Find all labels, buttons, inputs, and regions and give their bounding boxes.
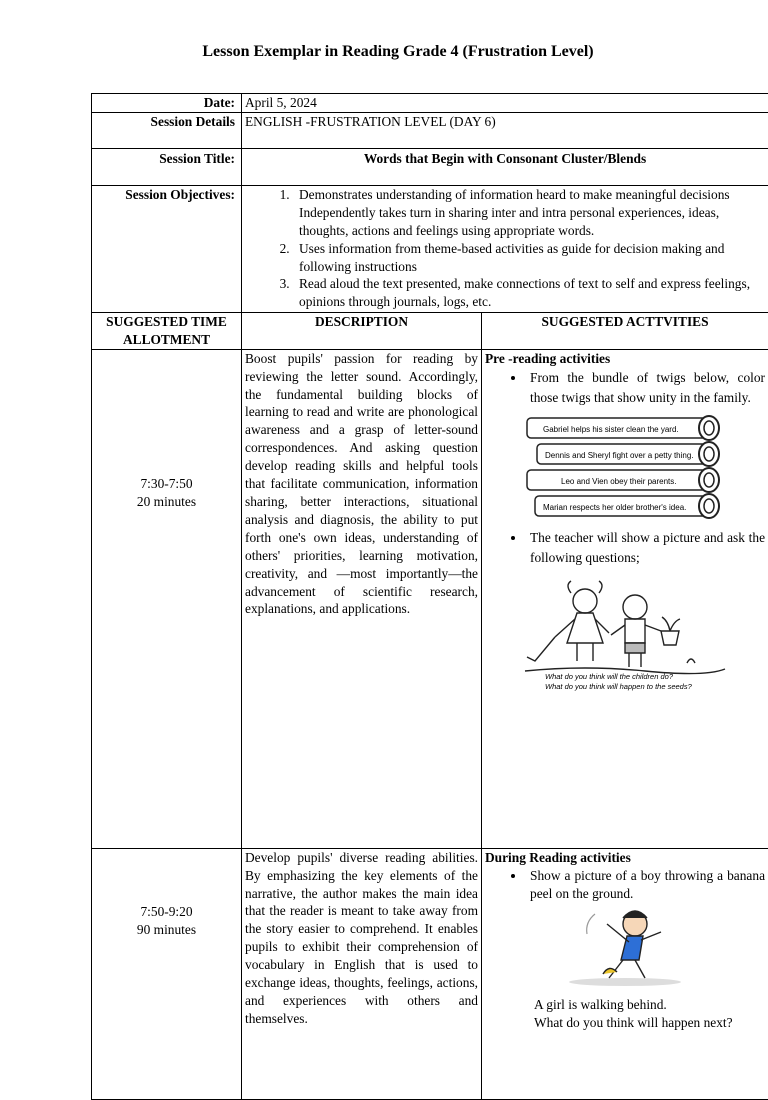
shadow [569,978,681,986]
column-header-time: SUGGESTED TIME ALLOTMENT [92,312,242,349]
activity-heading: During Reading activities [485,849,765,867]
children-planting-illustration [485,579,765,697]
activity-list [485,528,765,569]
session-details-label: Session Details [92,112,242,148]
time-range: 7:50-9:20 [95,903,238,921]
twig-text: Dennis and Sheryl fight over a petty thing. [545,451,694,460]
column-header-description: DESCRIPTION [242,312,482,349]
objective-item: 1. Demonstrates understanding of information heard to make meaningful decisions Independently takes turn in sharing inter and intra personal experiences, ideas, thoughts, actions and feelings using appropriate words. [293,186,765,240]
activity-bullet: • The teacher will show a picture and ask the following questions; [526,528,765,569]
twig-1 [527,416,719,440]
follow-up-line: A girl is walking behind. [485,996,765,1014]
session-title-row [92,148,768,185]
follow-up-question: What do you think will happen next? [485,1014,765,1032]
activity-bullet: • Show a picture of a boy throwing a banana peel on the ground. [526,867,765,903]
session-title-value: Words that Begin with Consonant Cluster/Blends [242,148,768,185]
description-cell: Boost pupils' passion for reading by reviewing the letter sound. Accordingly, the fundamental building blocks of learning to read and write are phonological awareness and a grasp of letter-sound correspondences. And asking question develop reading skills and helpful tools that facilitate communication, information sharing, better interactions, situational analysis and diagnosis, the ability to put forth one's own ideas, understanding of others' priorities, learning motivation, creativity, and —most importantly—the advancement of scientific research, explanations, and applications. [242,349,482,848]
twig-2 [537,442,719,466]
girl-dress [567,613,603,643]
lesson-row [92,349,768,848]
session-details-row [92,112,768,148]
time-duration: 20 minutes [95,493,238,511]
lesson-row [92,848,768,1099]
objectives-label: Session Objectives: [92,185,242,312]
twig-text: Gabriel helps his sister clean the yard. [543,425,679,434]
objectives-list [245,186,765,311]
picture-caption: What do you think will the children do? [545,672,674,681]
twig-text: Marian respects her older brother's idea. [543,503,686,512]
twigs-illustration [485,412,765,524]
date-value: April 5, 2024 [242,94,768,113]
twig-text: Leo and Vien obey their parents. [561,477,677,486]
activity-heading: Pre -reading activities [485,350,765,368]
objectives-row [92,185,768,312]
date-label: Date: [92,94,242,113]
session-details-value: ENGLISH -FRUSTRATION LEVEL (DAY 6) [242,112,768,148]
column-header-row [92,312,768,349]
date-row [92,94,768,113]
description-cell: Develop pupils' diverse reading abilities. By emphasizing the key elements of the narrative, the author makes the main idea that the reader is meant to take away from the story easier to comprehend. It enables pupils to exhibit their comprehension of vocabulary in English that is used to exchange ideas, thoughts, feelings, actions, and experiences with others and themselves. [242,848,482,1099]
lesson-table [91,93,768,1100]
objectives-cell [242,185,768,312]
boy-banana-peel-illustration [485,904,765,994]
picture-caption: What do you think will happen to the seeds? [545,682,693,691]
activity-list [485,867,765,903]
girl-head [573,589,597,613]
twig-3 [527,468,719,492]
activity-list [485,368,765,409]
activities-cell [482,349,768,848]
objective-item: 3. Read aloud the text presented, make connections of text to self and express feelings, opinions through journals, logs, etc. [293,275,765,311]
time-duration: 90 minutes [95,921,238,939]
time-range: 7:30-7:50 [95,475,238,493]
twig-4 [535,494,719,518]
boy-head [623,595,647,619]
shovel [527,637,555,661]
time-cell [92,848,242,1099]
activities-cell [482,848,768,1099]
document-title: Lesson Exemplar in Reading Grade 4 (Frustration Level) [0,43,768,61]
objective-item: 2. Uses information from theme-based activities as guide for decision making and following instructions [293,240,765,276]
activity-bullet: • From the bundle of twigs below, color those twigs that show unity in the family. [526,368,765,409]
pot [661,631,679,645]
boy-shirt [621,936,643,960]
time-cell [92,349,242,848]
column-header-activities: SUGGESTED ACTTVITIES [482,312,768,349]
session-title-label: Session Title: [92,148,242,185]
